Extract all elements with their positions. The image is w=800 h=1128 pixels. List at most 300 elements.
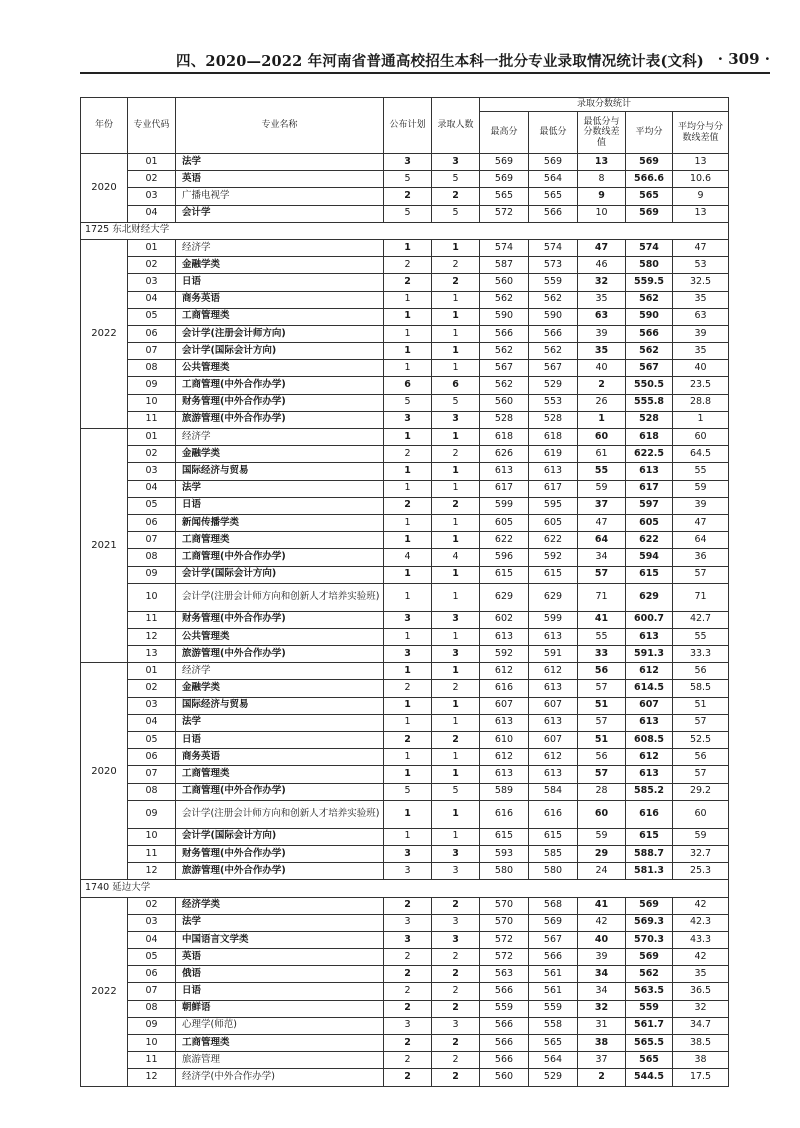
min-score-diff: 57 [578,714,626,731]
min-score: 562 [529,291,578,308]
avg-score-diff: 47 [673,514,729,531]
table-row [81,1035,729,1052]
max-score: 618 [480,429,529,446]
admitted-count: 1 [432,532,480,549]
min-score: 564 [529,171,578,188]
plan-count: 1 [384,463,432,480]
min-score: 529 [529,377,578,394]
max-score: 560 [480,274,529,291]
avg-score: 613 [626,714,673,731]
major-name: 俄语 [176,966,384,983]
avg-score-diff: 55 [673,463,729,480]
min-score-diff: 34 [578,983,626,1000]
col-header-max: 最高分 [480,112,529,154]
admitted-count: 3 [432,931,480,948]
table-row [81,680,729,697]
admitted-count: 3 [432,154,480,171]
max-score: 616 [480,680,529,697]
plan-count: 2 [384,1069,432,1086]
min-score: 580 [529,863,578,880]
major-name: 日语 [176,274,384,291]
avg-score: 618 [626,429,673,446]
major-name: 工商管理(中外合作办学) [176,783,384,800]
avg-score: 608.5 [626,732,673,749]
major-name: 法学 [176,480,384,497]
major-code: 03 [128,274,176,291]
avg-score: 594 [626,549,673,566]
avg-score: 607 [626,697,673,714]
major-name: 会计学(注册会计师方向) [176,325,384,342]
avg-score-diff: 36.5 [673,983,729,1000]
major-name: 中国语言文学类 [176,931,384,948]
max-score: 613 [480,714,529,731]
admitted-count: 2 [432,897,480,914]
min-score: 561 [529,966,578,983]
avg-score-diff: 57 [673,766,729,783]
min-score-diff: 57 [578,680,626,697]
major-code: 03 [128,697,176,714]
table-row [81,429,729,446]
table-row [81,566,729,583]
avg-score: 612 [626,663,673,680]
max-score: 613 [480,628,529,645]
major-code: 04 [128,205,176,222]
table-row [81,394,729,411]
table-row [81,1069,729,1086]
avg-score-diff: 32 [673,1000,729,1017]
plan-count: 2 [384,966,432,983]
max-score: 528 [480,411,529,428]
table-row [81,714,729,731]
major-name: 经济学 [176,239,384,256]
admitted-count: 1 [432,583,480,611]
plan-count: 2 [384,1052,432,1069]
year-cell: 2022 [81,897,128,1086]
avg-score-diff: 17.5 [673,1069,729,1086]
avg-score-diff: 42 [673,949,729,966]
major-code: 05 [128,949,176,966]
admitted-count: 2 [432,1069,480,1086]
avg-score: 622.5 [626,446,673,463]
avg-score: 615 [626,828,673,845]
max-score: 596 [480,549,529,566]
avg-score-diff: 40 [673,360,729,377]
admitted-count: 3 [432,863,480,880]
min-score-diff: 31 [578,1017,626,1034]
avg-score-diff: 34.7 [673,1017,729,1034]
min-score-diff: 8 [578,171,626,188]
major-name: 旅游管理(中外合作办学) [176,646,384,663]
min-score-diff: 57 [578,766,626,783]
max-score: 565 [480,188,529,205]
major-name: 公共管理类 [176,360,384,377]
table-row [81,1052,729,1069]
major-code: 07 [128,532,176,549]
major-name: 朝鲜语 [176,1000,384,1017]
min-score: 590 [529,308,578,325]
min-score-diff: 59 [578,828,626,845]
table-row [81,497,729,514]
major-code: 11 [128,1052,176,1069]
major-name: 国际经济与贸易 [176,697,384,714]
avg-score-diff: 38 [673,1052,729,1069]
avg-score: 567 [626,360,673,377]
avg-score: 566.6 [626,171,673,188]
max-score: 607 [480,697,529,714]
avg-score-diff: 13 [673,154,729,171]
avg-score-diff: 64.5 [673,446,729,463]
max-score: 612 [480,749,529,766]
avg-score-diff: 36 [673,549,729,566]
major-code: 01 [128,154,176,171]
max-score: 626 [480,446,529,463]
col-header-major: 专业名称 [176,98,384,154]
min-score: 629 [529,583,578,611]
major-code: 09 [128,377,176,394]
max-score: 562 [480,291,529,308]
plan-count: 3 [384,646,432,663]
col-header-avg-diff: 平均分与分数线差值 [673,112,729,154]
major-code: 04 [128,480,176,497]
admitted-count: 1 [432,714,480,731]
plan-count: 2 [384,983,432,1000]
avg-score: 569 [626,154,673,171]
admitted-count: 5 [432,171,480,188]
plan-count: 1 [384,308,432,325]
school-header-row [81,222,729,239]
admitted-count: 3 [432,845,480,862]
table-row [81,446,729,463]
plan-count: 5 [384,783,432,800]
major-name: 金融学类 [176,257,384,274]
avg-score: 562 [626,291,673,308]
min-score: 567 [529,931,578,948]
major-name: 旅游管理 [176,1052,384,1069]
admitted-count: 1 [432,800,480,828]
min-score: 622 [529,532,578,549]
max-score: 617 [480,480,529,497]
avg-score: 562 [626,966,673,983]
admitted-count: 2 [432,1035,480,1052]
min-score: 566 [529,325,578,342]
max-score: 560 [480,1069,529,1086]
col-header-score-group: 录取分数统计 [480,98,729,112]
min-score-diff: 26 [578,394,626,411]
major-code: 07 [128,766,176,783]
table-row [81,274,729,291]
year-cell: 2022 [81,239,128,428]
min-score: 619 [529,446,578,463]
major-code: 10 [128,583,176,611]
major-name: 工商管理(中外合作办学) [176,549,384,566]
min-score-diff: 37 [578,1052,626,1069]
major-name: 工商管理类 [176,766,384,783]
table-row [81,514,729,531]
admitted-count: 2 [432,188,480,205]
avg-score: 555.8 [626,394,673,411]
min-score: 618 [529,429,578,446]
plan-count: 5 [384,394,432,411]
year-cell: 2021 [81,429,128,663]
min-score-diff: 56 [578,663,626,680]
major-code: 03 [128,463,176,480]
avg-score-diff: 39 [673,325,729,342]
avg-score-diff: 35 [673,343,729,360]
min-score: 617 [529,480,578,497]
max-score: 615 [480,828,529,845]
avg-score: 580 [626,257,673,274]
plan-count: 1 [384,429,432,446]
table-row [81,377,729,394]
plan-count: 1 [384,583,432,611]
avg-score: 565 [626,1052,673,1069]
plan-count: 2 [384,446,432,463]
min-score: 569 [529,154,578,171]
plan-count: 2 [384,732,432,749]
year-cell: 2020 [81,154,128,223]
min-score-diff: 1 [578,411,626,428]
admitted-count: 2 [432,949,480,966]
plan-count: 1 [384,239,432,256]
table-row [81,949,729,966]
plan-count: 1 [384,766,432,783]
max-score: 570 [480,914,529,931]
major-code: 10 [128,828,176,845]
avg-score: 570.3 [626,931,673,948]
min-score-diff: 38 [578,1035,626,1052]
avg-score-diff: 52.5 [673,732,729,749]
min-score-diff: 51 [578,697,626,714]
avg-score: 622 [626,532,673,549]
avg-score: 585.2 [626,783,673,800]
min-score-diff: 24 [578,863,626,880]
max-score: 562 [480,343,529,360]
admitted-count: 1 [432,463,480,480]
col-header-admitted: 录取人数 [432,98,480,154]
min-score: 584 [529,783,578,800]
major-code: 02 [128,257,176,274]
table-row [81,863,729,880]
admitted-count: 2 [432,732,480,749]
major-code: 11 [128,411,176,428]
min-score: 613 [529,680,578,697]
major-name: 广播电视学 [176,188,384,205]
avg-score-diff: 13 [673,205,729,222]
avg-score: 569 [626,949,673,966]
max-score: 612 [480,663,529,680]
major-name: 财务管理(中外合作办学) [176,611,384,628]
major-name: 公共管理类 [176,628,384,645]
admitted-count: 1 [432,429,480,446]
table-row [81,325,729,342]
min-score-diff: 56 [578,749,626,766]
table-row [81,983,729,1000]
major-code: 12 [128,1069,176,1086]
avg-score-diff: 59 [673,828,729,845]
major-code: 02 [128,897,176,914]
table-row [81,583,729,611]
major-code: 01 [128,239,176,256]
min-score: 529 [529,1069,578,1086]
table-row [81,480,729,497]
admitted-count: 2 [432,446,480,463]
admitted-count: 2 [432,1052,480,1069]
min-score: 565 [529,1035,578,1052]
avg-score: 590 [626,308,673,325]
plan-count: 3 [384,611,432,628]
major-code: 04 [128,291,176,308]
major-name: 法学 [176,154,384,171]
major-name: 金融学类 [176,680,384,697]
table-row [81,239,729,256]
max-score: 589 [480,783,529,800]
avg-score: 615 [626,566,673,583]
plan-count: 1 [384,291,432,308]
admitted-count: 2 [432,983,480,1000]
min-score-diff: 61 [578,446,626,463]
admitted-count: 1 [432,308,480,325]
avg-score: 574 [626,239,673,256]
major-code: 04 [128,931,176,948]
max-score: 566 [480,325,529,342]
max-score: 613 [480,463,529,480]
min-score: 615 [529,566,578,583]
plan-count: 2 [384,949,432,966]
table-row [81,532,729,549]
major-name: 心理学(师范) [176,1017,384,1034]
max-score: 570 [480,897,529,914]
avg-score-diff: 63 [673,308,729,325]
avg-score-diff: 35 [673,966,729,983]
max-score: 562 [480,377,529,394]
avg-score: 550.5 [626,377,673,394]
avg-score-diff: 43.3 [673,931,729,948]
major-name: 经济学 [176,663,384,680]
major-code: 03 [128,188,176,205]
plan-count: 1 [384,514,432,531]
avg-score: 561.7 [626,1017,673,1034]
major-name: 财务管理(中外合作办学) [176,394,384,411]
major-name: 日语 [176,497,384,514]
major-code: 08 [128,549,176,566]
avg-score: 613 [626,463,673,480]
major-code: 06 [128,325,176,342]
admitted-count: 1 [432,697,480,714]
plan-count: 6 [384,377,432,394]
major-code: 04 [128,714,176,731]
min-score: 613 [529,714,578,731]
major-name: 商务英语 [176,749,384,766]
avg-score-diff: 10.6 [673,171,729,188]
major-code: 01 [128,663,176,680]
admitted-count: 1 [432,828,480,845]
major-code: 02 [128,171,176,188]
year-cell: 2020 [81,663,128,880]
major-name: 会计学(国际会计方向) [176,566,384,583]
major-code: 03 [128,914,176,931]
col-header-plan: 公布计划 [384,98,432,154]
avg-score-diff: 56 [673,663,729,680]
major-name: 会计学(注册会计师方向和创新人才培养实验班) [176,800,384,828]
min-score: 573 [529,257,578,274]
max-score: 605 [480,514,529,531]
major-code: 10 [128,394,176,411]
min-score: 605 [529,514,578,531]
admitted-count: 4 [432,549,480,566]
min-score: 612 [529,663,578,680]
min-score: 613 [529,766,578,783]
table-row [81,360,729,377]
avg-score: 565 [626,188,673,205]
table-row [81,732,729,749]
col-header-min-diff: 最低分与分数线差值 [578,112,626,154]
max-score: 616 [480,800,529,828]
avg-score-diff: 51 [673,697,729,714]
major-name: 法学 [176,914,384,931]
min-score-diff: 32 [578,274,626,291]
avg-score-diff: 38.5 [673,1035,729,1052]
page-title: 四、2020—2022 年河南省普通高校招生本科一批分专业录取情况统计表(文科) [176,53,704,70]
table-row [81,749,729,766]
table-body [81,154,729,1087]
table-row [81,1000,729,1017]
avg-score: 565.5 [626,1035,673,1052]
major-name: 财务管理(中外合作办学) [176,845,384,862]
major-name: 商务英语 [176,291,384,308]
admitted-count: 1 [432,325,480,342]
table-row [81,549,729,566]
avg-score-diff: 60 [673,429,729,446]
admitted-count: 1 [432,566,480,583]
avg-score-diff: 42.3 [673,914,729,931]
col-header-avg: 平均分 [626,112,673,154]
admitted-count: 1 [432,239,480,256]
table-row [81,783,729,800]
min-score-diff: 55 [578,628,626,645]
admitted-count: 3 [432,646,480,663]
avg-score-diff: 23.5 [673,377,729,394]
min-score-diff: 51 [578,732,626,749]
major-code: 13 [128,646,176,663]
plan-count: 2 [384,1035,432,1052]
major-code: 12 [128,628,176,645]
max-score: 574 [480,239,529,256]
min-score: 565 [529,188,578,205]
max-score: 613 [480,766,529,783]
max-score: 563 [480,966,529,983]
min-score: 528 [529,411,578,428]
min-score: 574 [529,239,578,256]
major-name: 会计学(注册会计师方向和创新人才培养实验班) [176,583,384,611]
plan-count: 3 [384,1017,432,1034]
min-score-diff: 42 [578,914,626,931]
table-row [81,766,729,783]
major-name: 会计学(国际会计方向) [176,828,384,845]
min-score: 559 [529,274,578,291]
admission-stats-table [80,97,729,1087]
table-row [81,343,729,360]
avg-score: 544.5 [626,1069,673,1086]
plan-count: 1 [384,663,432,680]
major-code: 08 [128,360,176,377]
avg-score-diff: 35 [673,291,729,308]
max-score: 592 [480,646,529,663]
avg-score-diff: 39 [673,497,729,514]
avg-score: 617 [626,480,673,497]
plan-count: 1 [384,697,432,714]
avg-score: 613 [626,766,673,783]
admitted-count: 1 [432,360,480,377]
